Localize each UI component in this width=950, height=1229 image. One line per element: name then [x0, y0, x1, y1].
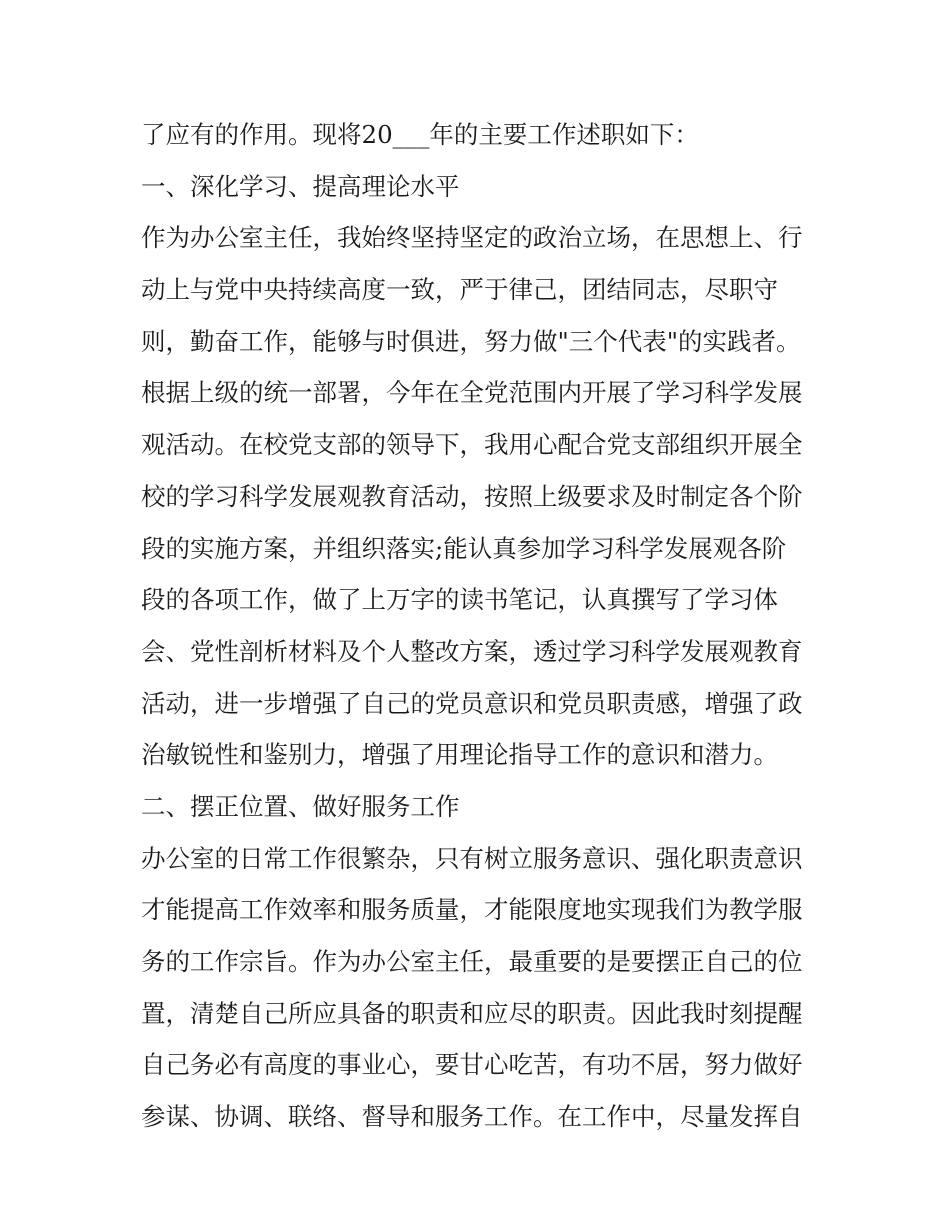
section-heading: 二、摆正位置、做好服务工作: [141, 791, 460, 821]
text-line: 了应有的作用。现将20___年的主要工作述职如下：: [141, 120, 699, 149]
section-heading: 一、深化学习、提高理论水平: [141, 171, 460, 201]
text-line: 段的各项工作，做了上万字的读书笔记，认真撰写了学习体: [141, 585, 778, 615]
text-line: 办公室的日常工作很繁杂，只有树立服务意识、强化职责意识: [141, 843, 803, 873]
text-line: 活动，进一步增强了自己的党员意识和党员职责感，增强了政: [141, 688, 803, 718]
text-line: 会、党性剖析材料及个人整改方案，透过学习科学发展观教育: [141, 636, 803, 666]
text-line: 动上与党中央持续高度一致，严于律己，团结同志，尽职守: [141, 275, 778, 305]
text-line: 置，清楚自己所应具备的职责和应尽的职责。因此我时刻提醒: [141, 998, 803, 1028]
text-line: 参谋、协调、联络、督导和服务工作。在工作中，尽量发挥自: [141, 1102, 803, 1132]
text-line: 治敏锐性和鉴别力，增强了用理论指导工作的意识和潜力。: [141, 740, 778, 770]
body-text: [141, 109, 813, 1143]
text-line: 自己务必有高度的事业心，要甘心吃苦，有功不居，努力做好: [141, 1050, 803, 1080]
text-line: 作为办公室主任，我始终坚持坚定的政治立场，在思想上、行: [141, 223, 803, 253]
text-line: 校的学习科学发展观教育活动，按照上级要求及时制定各个阶: [141, 481, 803, 511]
text-line: 段的实施方案，并组织落实;能认真参加学习科学发展观各阶: [141, 533, 787, 563]
text-line: 根据上级的统一部署，今年在全党范围内开展了学习科学发展: [141, 378, 803, 408]
text-line: 则，勤奋工作，能够与时俱进，努力做"三个代表"的实践者。: [141, 326, 801, 356]
text-line: 观活动。在校党支部的领导下，我用心配合党支部组织开展全: [141, 430, 803, 460]
text-line: 务的工作宗旨。作为办公室主任，最重要的是要摆正自己的位: [141, 947, 803, 976]
text-line: 才能提高工作效率和服务质量，才能限度地实现我们为教学服: [141, 895, 803, 925]
